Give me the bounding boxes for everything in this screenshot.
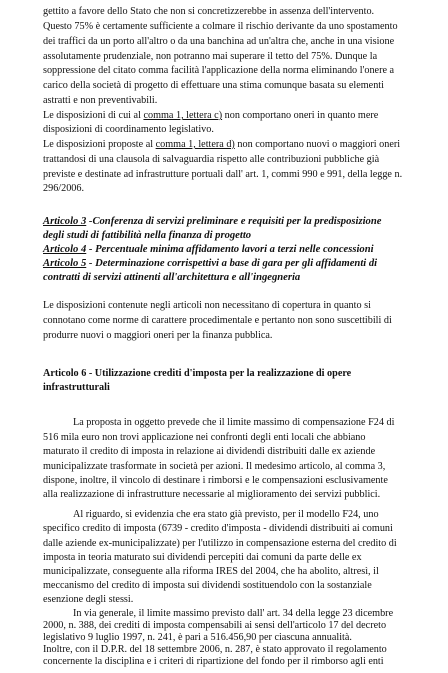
intro-text: non comportano oneri in quanto mere bbox=[222, 110, 379, 121]
body-line: concernente la disciplina e i criteri di ripartizione del fondo per il rimborso agli enti bbox=[43, 656, 384, 667]
intro-line: carico della società di progetto di effettuare una stima comunque basata su elementi bbox=[43, 80, 384, 91]
body-line: maturato il credito di imposta in relazione ai dividendi distribuiti dalle ex aziende bbox=[43, 446, 376, 457]
body-line: La proposta in oggetto prevede che il limite massimo di compensazione F24 di bbox=[73, 417, 395, 428]
article-number: Articolo 3 bbox=[43, 216, 87, 227]
article-3-heading-cont: degli studi di fattibilità nella finanza di progetto bbox=[43, 230, 252, 241]
intro-line-comma-d bbox=[43, 139, 400, 151]
body-line: 516 mila euro non trovi applicazione nei confronti degli enti locali che abbiano bbox=[43, 432, 366, 443]
article-title: -Conferenza di servizi preliminare e requisiti per la predisposizione bbox=[86, 216, 382, 227]
article-4-heading bbox=[43, 244, 374, 256]
intro-text: non comportano nuovi o maggiori oneri bbox=[234, 139, 401, 150]
body-line: dispone, inoltre, il vincolo di destinare i rimborsi e le compensazioni esclusivamente bbox=[43, 475, 388, 486]
article-6-heading: Articolo 6 - Utilizzazione crediti d'imposta per la realizzazione di opere bbox=[43, 368, 352, 379]
intro-line: 296/2006. bbox=[43, 183, 85, 194]
body-line: legislativo 9 luglio 1997, n. 241, è pari a 516.456,90 per ciascuna annualità. bbox=[43, 632, 352, 643]
intro-line: assolutamente prudenziale, non potranno mai superare il tetto del 75%. Dunque la bbox=[43, 51, 378, 62]
body-line: In via generale, il limite massimo previsto dall' art. 34 della legge 23 dicembre bbox=[73, 608, 394, 619]
body-line: meccanismo del credito di imposta sui dividendi sostituendolo con la sostanziale bbox=[43, 580, 372, 591]
body-line: Inoltre, con il D.P.R. del 18 settembre 2006, n. 287, è stato approvato il regolamento bbox=[43, 644, 387, 655]
comma-reference: comma 1, lettera c) bbox=[143, 110, 223, 121]
intro-text: Le disposizioni proposte al bbox=[43, 139, 156, 150]
intro-line: disposizioni di coordinamento legislativo. bbox=[43, 124, 214, 135]
intro-line: trattandosi di una clausola di salvaguardia rispetto alle contribuzioni pubbliche già bbox=[43, 154, 380, 165]
article-title: - Determinazione corrispettivi a base di gara per gli affidamenti di bbox=[86, 258, 378, 269]
copertura-line: connotano come norme di carattere procedimentale e pertanto non sono suscettibili di bbox=[43, 315, 392, 326]
intro-line: dei traffici da un porto all'altro o da una banchina ad un'altra che, anche in una visione bbox=[43, 36, 395, 47]
body-line: municipalizzate trasformate in società per azioni. Il medesimo articolo, al comma 3, bbox=[43, 461, 386, 472]
comma-reference: comma 1, lettera d) bbox=[155, 139, 235, 150]
copertura-line: Le disposizioni contenute negli articoli non necessitano di copertura in quanto si bbox=[43, 300, 371, 311]
body-line: specifico credito di imposta (6739 - credito d'imposta - dividendi distribuiti ai comuni bbox=[43, 523, 393, 534]
article-6-heading-cont: infrastrutturali bbox=[43, 382, 110, 393]
intro-line: gettito a favore dello Stato che non si concretizzerebbe in assenza dell'intervento. bbox=[43, 6, 375, 17]
intro-line: Questo 75% è certamente sufficiente a colmare il rischio derivante da uno spostamento bbox=[43, 21, 398, 32]
intro-line: previste e destinate ad infrastrutture portuali dall' art. 1, commi 990 e 991, della legge n. bbox=[43, 169, 403, 180]
body-line: imposta in teoria maturato sui dividendi percepiti dai comuni da parte delle ex bbox=[43, 552, 362, 563]
article-5-heading bbox=[43, 258, 377, 270]
intro-line-comma-c bbox=[43, 110, 378, 122]
article-number: Articolo 4 bbox=[43, 244, 87, 255]
body-line: municipalizzate, conseguente alla riforma IRES del 2004, che ha abolito, altresì, il bbox=[43, 566, 379, 577]
body-line: 2000, n. 388, dei crediti di imposta compensabili ai sensi dell'articolo 17 del decreto bbox=[43, 620, 387, 631]
body-line: alla realizzazione di infrastrutture necessarie al miglioramento dei servizi pubblici. bbox=[43, 489, 381, 500]
intro-text: Le disposizioni di cui al bbox=[43, 110, 144, 121]
article-5-heading-cont: contratti di servizi attinenti all'architettura e all'ingegneria bbox=[43, 272, 301, 283]
article-title: - Percentuale minima affidamento lavori a terzi nelle concessioni bbox=[86, 244, 374, 255]
body-line: dalle aziende ex-municipalizzate) per l'utilizzo in compensazione esterna del credito di bbox=[43, 538, 397, 549]
article-3-heading bbox=[43, 216, 381, 228]
copertura-line: produrre nuovi o maggiori oneri per la finanza pubblica. bbox=[43, 330, 273, 341]
article-number: Articolo 5 bbox=[43, 258, 87, 269]
intro-line: soppressione del citato comma facilità l'applicazione della norma eliminando l'onere a bbox=[43, 65, 395, 76]
body-line: Al riguardo, si evidenzia che era stato già previsto, per il modello F24, uno bbox=[73, 509, 379, 520]
intro-line: astratti e non preventivabili. bbox=[43, 95, 158, 106]
body-line: esenzione degli stessi. bbox=[43, 594, 134, 605]
